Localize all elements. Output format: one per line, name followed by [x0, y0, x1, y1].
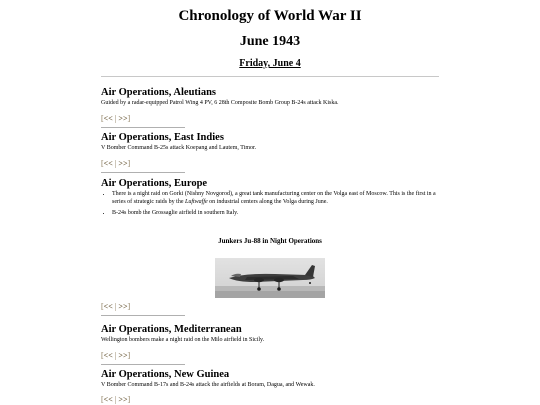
- page-title: Chronology of World War II: [178, 8, 362, 24]
- prev-link[interactable]: <<: [103, 159, 113, 168]
- section-nav: [<< | >>]: [101, 302, 131, 311]
- section-title: Air Operations, Aleutians: [101, 87, 217, 98]
- junkers-ju88-photo: [215, 258, 325, 298]
- section-mediterranean: [101, 324, 441, 365]
- section-title: Air Operations, New Guinea: [101, 369, 230, 380]
- next-link[interactable]: >>: [118, 159, 128, 168]
- prev-link[interactable]: <<: [103, 302, 113, 311]
- prev-link[interactable]: <<: [103, 395, 113, 404]
- section-nav: [<< | >>]: [101, 351, 131, 360]
- next-link[interactable]: >>: [118, 114, 128, 123]
- section-aleutians: [101, 87, 441, 128]
- next-link[interactable]: >>: [118, 351, 128, 360]
- section-body: V Bomber Command B-25s attack Koepang and Lautem, Timor.: [101, 145, 257, 151]
- section-new-guinea: [101, 369, 441, 405]
- section-body: Guided by a radar-equipped Patrol Wing 4 PV, 6 28th Composite Bomb Group B-24s attack Kiska.: [101, 100, 339, 106]
- section-nav: [<< | >>]: [101, 395, 131, 404]
- section-title: Air Operations, Mediterranean: [101, 324, 242, 335]
- prev-link[interactable]: <<: [103, 114, 113, 123]
- section-title: Air Operations, Europe: [101, 178, 208, 189]
- section-body: Wellington bombers make a night raid on the Milo airfield in Sicily.: [101, 337, 265, 343]
- month-heading: June 1943: [239, 34, 301, 49]
- date-heading: Friday, June 4: [239, 58, 301, 69]
- top-divider: [101, 76, 439, 77]
- section-title: Air Operations, East Indies: [101, 132, 224, 143]
- list-item: • B-24s bomb the Grossaglie airfield in southern Italy.: [112, 210, 441, 218]
- prev-link[interactable]: <<: [103, 351, 113, 360]
- section-divider: [101, 315, 185, 316]
- section-divider: [101, 364, 185, 365]
- section-nav: [<< | >>]: [101, 114, 131, 123]
- section-body: V Bomber Command B-17s and B-24s attack the airfields at Boram, Dagua, and Wewak.: [101, 382, 315, 388]
- photo-caption: Junkers Ju-88 in Night Operations: [218, 237, 322, 245]
- list-item: • There is a night raid on Gorki (Nishny Novgorod), a great tank manufacturing center on the Volga east of Moscow. This is the first in a series of strategic raids by the Luftwaffe on industrial centers along the Volga during June.: [112, 191, 441, 206]
- section-nav: [<< | >>]: [101, 159, 131, 168]
- section-east-indies: [101, 132, 441, 173]
- section-europe: [101, 178, 441, 222]
- section-divider: [101, 127, 185, 128]
- next-link[interactable]: >>: [118, 302, 128, 311]
- next-link[interactable]: >>: [118, 395, 128, 404]
- bullet-list: [101, 191, 441, 218]
- section-divider: [101, 172, 185, 173]
- section-europe-nav: [101, 302, 441, 316]
